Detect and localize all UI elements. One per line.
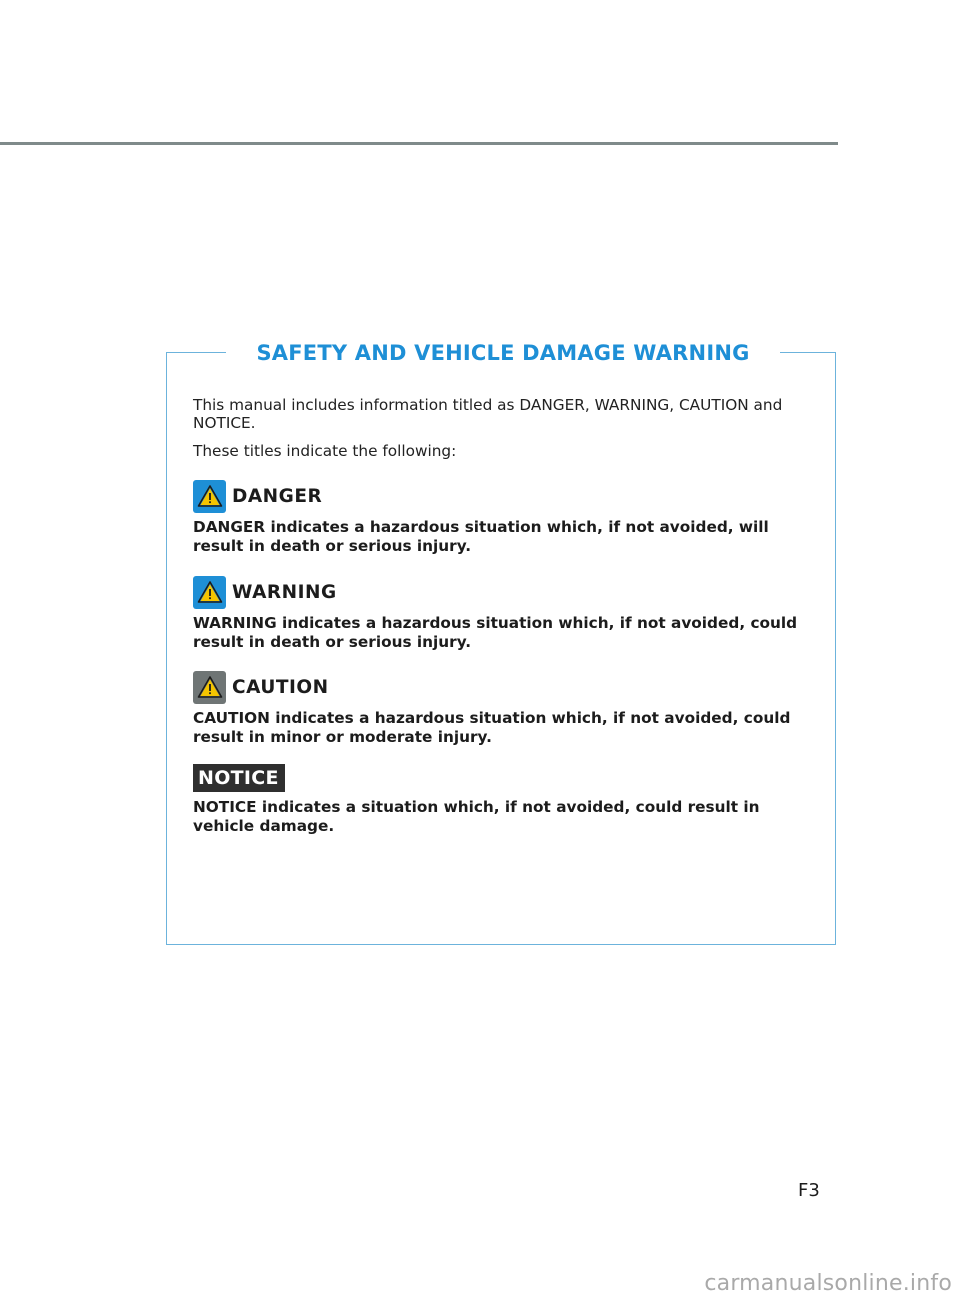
danger-heading	[193, 479, 808, 513]
box-title: SAFETY AND VEHICLE DAMAGE WARNING	[226, 336, 780, 370]
warning-heading	[193, 575, 808, 609]
danger-section	[193, 479, 808, 556]
header-rule	[0, 142, 838, 145]
notice-tag: NOTICE	[193, 764, 285, 792]
warning-triangle-icon	[193, 576, 226, 609]
warning-triangle-icon	[193, 671, 226, 704]
warning-title: WARNING	[232, 581, 337, 603]
caution-section	[193, 670, 808, 747]
caution-title: CAUTION	[232, 676, 329, 698]
caution-description: CAUTION indicates a hazardous situation which, if not avoided, could result in minor or moderate injury.	[193, 709, 791, 746]
danger-title: DANGER	[232, 485, 323, 507]
warning-section	[193, 575, 808, 652]
notice-description: NOTICE indicates a situation which, if not avoided, could result in vehicle damage.	[193, 798, 760, 835]
watermark: carmanualsonline.info	[704, 1271, 952, 1296]
warning-description: WARNING indicates a hazardous situation which, if not avoided, could result in death or serious injury.	[193, 614, 798, 651]
page-number: F3	[798, 1180, 820, 1201]
notice-section	[193, 764, 808, 836]
intro-paragraph-2: These titles indicate the following:	[193, 442, 457, 460]
caution-heading	[193, 670, 808, 704]
warning-triangle-icon	[193, 480, 226, 513]
intro-paragraph: This manual includes information titled as DANGER, WARNING, CAUTION and NOTICE.	[193, 396, 783, 432]
intro-text	[193, 396, 808, 460]
danger-description: DANGER indicates a hazardous situation which, if not avoided, will result in death or serious injury.	[193, 518, 769, 555]
